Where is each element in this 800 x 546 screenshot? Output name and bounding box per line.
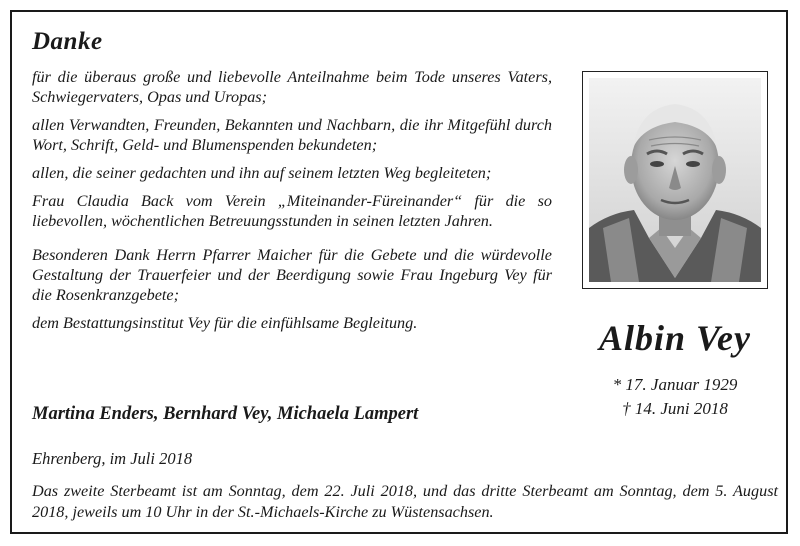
deceased-name: Albin Vey: [598, 318, 751, 358]
life-dates: [572, 373, 778, 421]
birth-date: * 17. Januar 1929: [612, 375, 738, 394]
place-date: Ehrenberg, im Juli 2018: [32, 449, 193, 468]
signers: Martina Enders, Bernhard Vey, Michaela Lampert: [32, 404, 419, 424]
portrait-photo-icon: [589, 78, 761, 282]
death-date: † 14. Juni 2018: [622, 399, 728, 418]
obituary-frame: [10, 10, 788, 534]
thanks-paragraph-5: Besonderen Dank Herrn Pfarrer Maicher für die Gebete und die würdevolle Gestaltung der Trauerfeier und der Beerdigung sowie Frau Ingeburg Vey für die Rosenkranzgebete;: [32, 246, 552, 304]
thanks-text-block: [32, 67, 552, 341]
thanks-paragraph-1: für die überaus große und liebevolle Anteilnahme beim Tode unseres Vaters, Schwiegervaters, Opas und Uropas;: [32, 68, 552, 106]
thanks-paragraph-4: Frau Claudia Back vom Verein „Miteinander-Füreinander“ für die so liebevollen, wöchentlichen Betreuungsstunden in seinen letzten Jahren.: [32, 192, 552, 230]
mass-notice: Das zweite Sterbeamt ist am Sonntag, dem 22. Juli 2018, und das dritte Sterbeamt am Sonntag, dem 5. August 2018, jeweils um 10 Uhr in der St.-Michaels-Kirche zu Wüstensachsen.: [32, 482, 778, 521]
thanks-paragraph-6: dem Bestattungsinstitut Vey für die einfühlsame Begleitung.: [32, 314, 418, 332]
page-title: Danke: [32, 28, 103, 55]
portrait-photo: [582, 71, 768, 289]
thanks-paragraph-3: allen, die seiner gedachten und ihn auf seinem letzten Weg begleiteten;: [32, 164, 492, 182]
thanks-paragraph-2: allen Verwandten, Freunden, Bekannten und Nachbarn, die ihr Mitgefühl durch Wort, Schrift, Geld- und Blumenspenden bekundeten;: [32, 116, 552, 154]
